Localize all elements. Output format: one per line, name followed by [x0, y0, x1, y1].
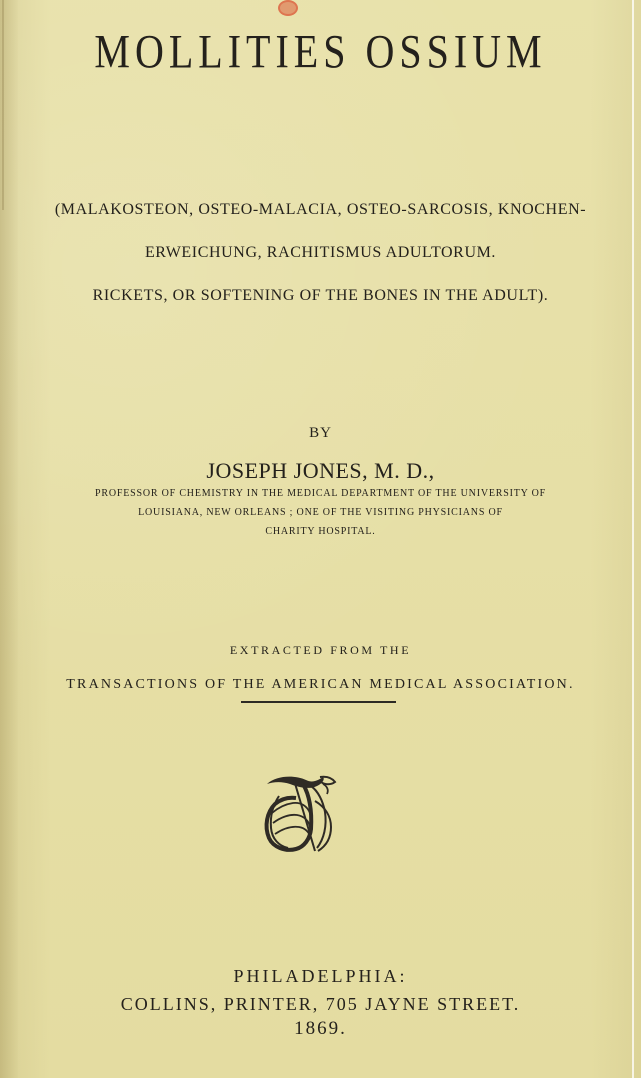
- author-affiliation-line-2: LOUISIANA, NEW ORLEANS ; ONE OF THE VISITING PHYSICIANS OF: [138, 507, 503, 518]
- imprint-place: PHILADELPHIA:: [233, 966, 408, 986]
- subtitle-line-2: ERWEICHUNG, RACHITISMUS ADULTORUM.: [144, 244, 497, 261]
- author-name: JOSEPH JONES, M. D.,: [206, 458, 435, 483]
- section-divider-rule: [241, 701, 396, 703]
- extracted-from-label: EXTRACTED FROM THE: [229, 643, 412, 657]
- monogram-emblem-icon: [257, 768, 342, 856]
- subtitle-line-3: RICKETS, OR SOFTENING OF THE BONES IN THE ADULT).: [92, 287, 549, 304]
- author-affiliation-line-1: PROFESSOR OF CHEMISTRY IN THE MEDICAL DEPARTMENT OF THE UNIVERSITY OF: [95, 488, 546, 499]
- byline-label: BY: [309, 425, 332, 441]
- imprint-printer: COLLINS, PRINTER, 705 JAYNE STREET.: [120, 994, 521, 1014]
- source-publication: TRANSACTIONS OF THE AMERICAN MEDICAL ASSOCIATION.: [66, 677, 575, 692]
- page-edge-line: [632, 0, 634, 1078]
- author-affiliation-line-3: CHARITY HOSPITAL.: [265, 526, 376, 537]
- paper-stain: [278, 0, 298, 16]
- document-title: MOLLITIES OSSIUM: [94, 25, 547, 79]
- subtitle-line-1: (MALAKOSTEON, OSTEO-MALACIA, OSTEO-SARCOSIS, KNOCHEN-: [54, 201, 587, 218]
- imprint-year: 1869.: [294, 1018, 347, 1039]
